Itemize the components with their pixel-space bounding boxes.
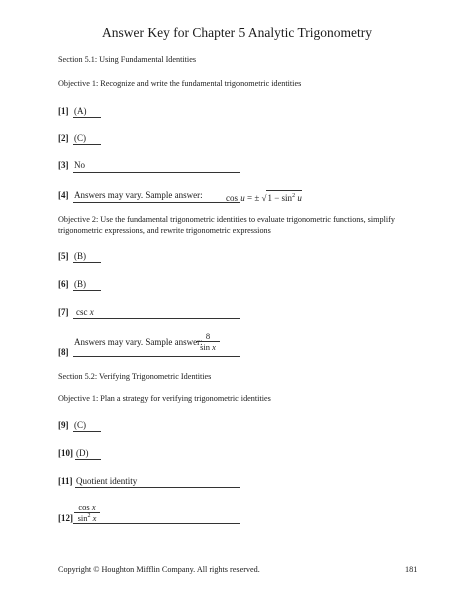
- answer-2-text: (C): [74, 133, 86, 143]
- answer-6-text: (B): [74, 279, 86, 289]
- objective-1-text: Objective 1: Recognize and write the fundamental trigonometric identities: [58, 79, 302, 88]
- answer-12-denominator: $\sin^2 x$: [74, 512, 100, 523]
- answer-12-fraction: [74, 502, 100, 523]
- answer-2-underline: [73, 144, 101, 145]
- answer-7-underline: [73, 318, 240, 319]
- answer-3-text: No: [74, 160, 85, 170]
- answer-5-text: (B): [74, 251, 86, 261]
- footer-page-number: 181: [405, 565, 418, 574]
- answer-7-text: csc x: [76, 307, 94, 317]
- section-heading-5-1: Section 5.1: Using Fundamental Identities: [58, 55, 197, 64]
- answer-6-underline: [73, 290, 101, 291]
- answer-9-text: (C): [74, 420, 86, 430]
- answer-5-underline: [73, 262, 101, 263]
- answer-number-6: [6]: [58, 279, 69, 289]
- answer-4-eq: = ±: [247, 193, 260, 203]
- answer-12-numerator: cos x: [78, 502, 96, 512]
- answer-number-11: [11]: [58, 476, 73, 486]
- answer-number-7: [7]: [58, 307, 69, 317]
- answer-4-text: Answers may vary. Sample answer:: [74, 190, 203, 200]
- answer-8-underline: [73, 356, 240, 357]
- answer-4-cos: cos: [226, 193, 238, 203]
- page-title: Answer Key for Chapter 5 Analytic Trigonometry: [102, 25, 372, 40]
- answer-11-text: Quotient identity: [76, 476, 138, 486]
- answer-3-underline: [73, 172, 240, 173]
- answer-1-text: (A): [74, 106, 87, 116]
- answer-12-underline: [73, 523, 240, 524]
- answer-number-12: [12]: [58, 513, 73, 523]
- answer-number-3: [3]: [58, 160, 69, 170]
- answer-8-denominator: sin x: [196, 341, 220, 352]
- section-heading-5-2: Section 5.2: Verifying Trigonometric Identities: [58, 372, 212, 381]
- answer-9-underline: [73, 431, 101, 432]
- answer-number-4: [4]: [58, 190, 69, 200]
- answer-4-radicand: $1 - \sin^2 u$: [266, 190, 301, 203]
- answer-10-underline: [75, 459, 101, 460]
- answer-1-underline: [73, 117, 101, 118]
- objective-2-text: Objective 2: Use the fundamental trigonometric identities to evaluate trigonometric functions, simplify trigonometric expressions, and rewrite trigonometric expressions: [58, 215, 395, 235]
- answer-number-2: [2]: [58, 133, 69, 143]
- answer-4-underline: [73, 202, 240, 203]
- footer-copyright: Copyright © Houghton Mifflin Company. All rights reserved.: [58, 565, 260, 574]
- answer-8-text: Answers may vary. Sample answer:: [74, 337, 203, 347]
- sqrt-symbol: √: [261, 193, 267, 203]
- answer-number-10: [10]: [58, 448, 73, 458]
- answer-8-fraction: [196, 331, 220, 352]
- objective-3-text: Objective 1: Plan a strategy for verifying trigonometric identities: [58, 394, 271, 403]
- answer-number-1: [1]: [58, 106, 69, 116]
- answer-10-text: (D): [76, 448, 89, 458]
- answer-number-9: [9]: [58, 420, 69, 430]
- answer-4-var: u: [240, 193, 245, 203]
- answer-11-underline: [75, 487, 240, 488]
- answer-number-5: [5]: [58, 251, 69, 261]
- answer-number-8: [8]: [58, 347, 69, 357]
- answer-8-numerator: 8: [205, 331, 211, 341]
